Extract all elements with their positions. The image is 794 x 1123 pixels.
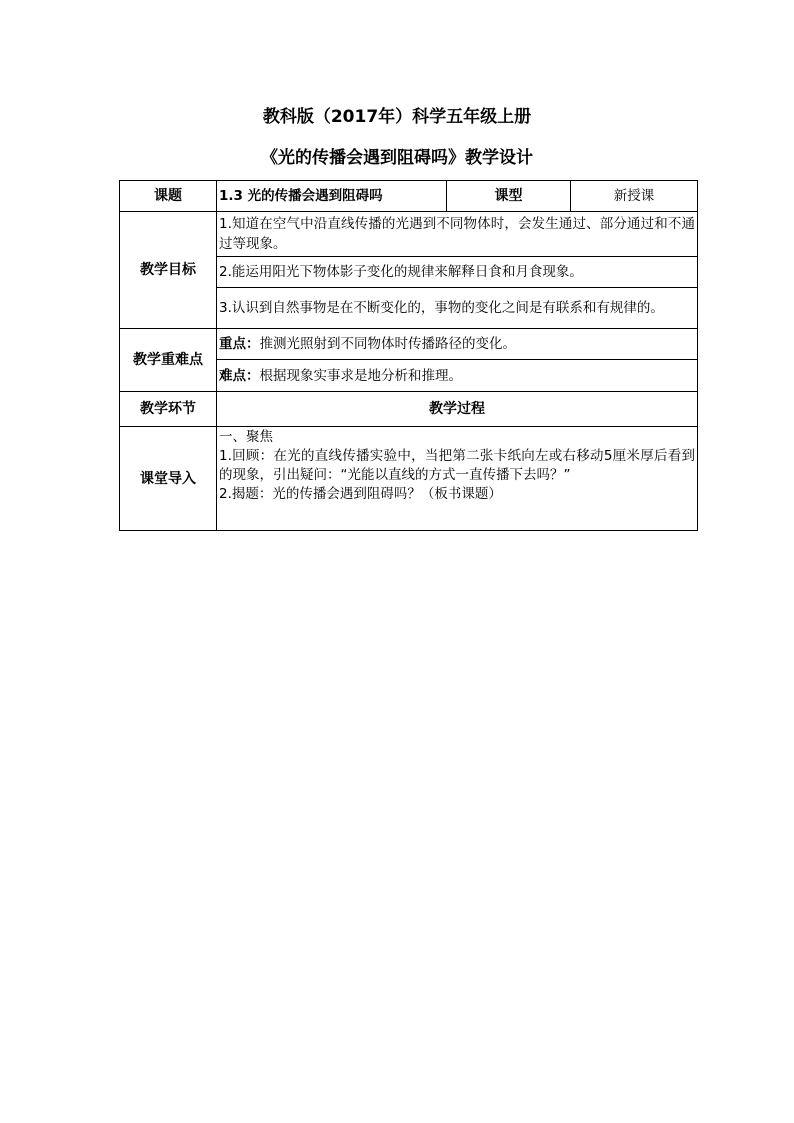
goal-item-1: 1.知道在空气中沿直线传播的光遇到不同物体时，会发生通过、部分通过和不通过等现象。 [217,212,698,257]
table-row-intro [120,427,698,531]
keypoints-label: 教学重难点 [120,329,217,392]
type-label: 课型 [447,181,571,212]
key-point [217,329,698,360]
goal-item-3: 3.认识到自然事物是在不断变化的，事物的变化之间是有联系和有规律的。 [217,288,698,329]
intro-label: 课堂导入 [120,427,217,531]
process-header: 教学过程 [217,392,698,427]
document-title-line2: 《光的传播会遇到阻碍吗》教学设计 [261,148,533,168]
table-row-topic [120,181,698,212]
table-row-section-header [120,392,698,427]
difficult-point [217,360,698,392]
type-value: 新授课 [571,181,698,212]
table-row-goal-1 [120,212,698,257]
goals-label: 教学目标 [120,212,217,329]
key-point-label: 重点： [219,336,260,352]
document-title-line1: 教科版（2017年）科学五年级上册 [262,107,532,127]
topic-label: 课题 [120,181,217,212]
lesson-plan-table [119,180,698,531]
intro-line-1: 一、聚焦 [219,429,273,445]
difficult-point-text: 根据现象实事求是地分析和推理。 [259,367,462,384]
difficult-point-label: 难点： [219,367,260,384]
stage-header: 教学环节 [120,392,217,427]
intro-content [217,427,698,531]
topic-value: 1.3 光的传播会遇到阻碍吗 [217,181,447,212]
intro-line-2: 1.回顾：在光的直线传播实验中，当把第二张卡纸向左或右移动5厘米厚后看到的现象，引出疑问：“光能以直线的方式一直传播下去吗？” [219,448,695,483]
key-point-text: 推测光照射到不同物体时传播路径的变化。 [259,336,516,352]
goal-item-2: 2.能运用阳光下物体影子变化的规律来解释日食和月食现象。 [217,257,698,288]
table-row-key-point [120,329,698,360]
intro-line-3: 2.揭题：光的传播会遇到阻碍吗？（板书课题） [219,486,502,502]
